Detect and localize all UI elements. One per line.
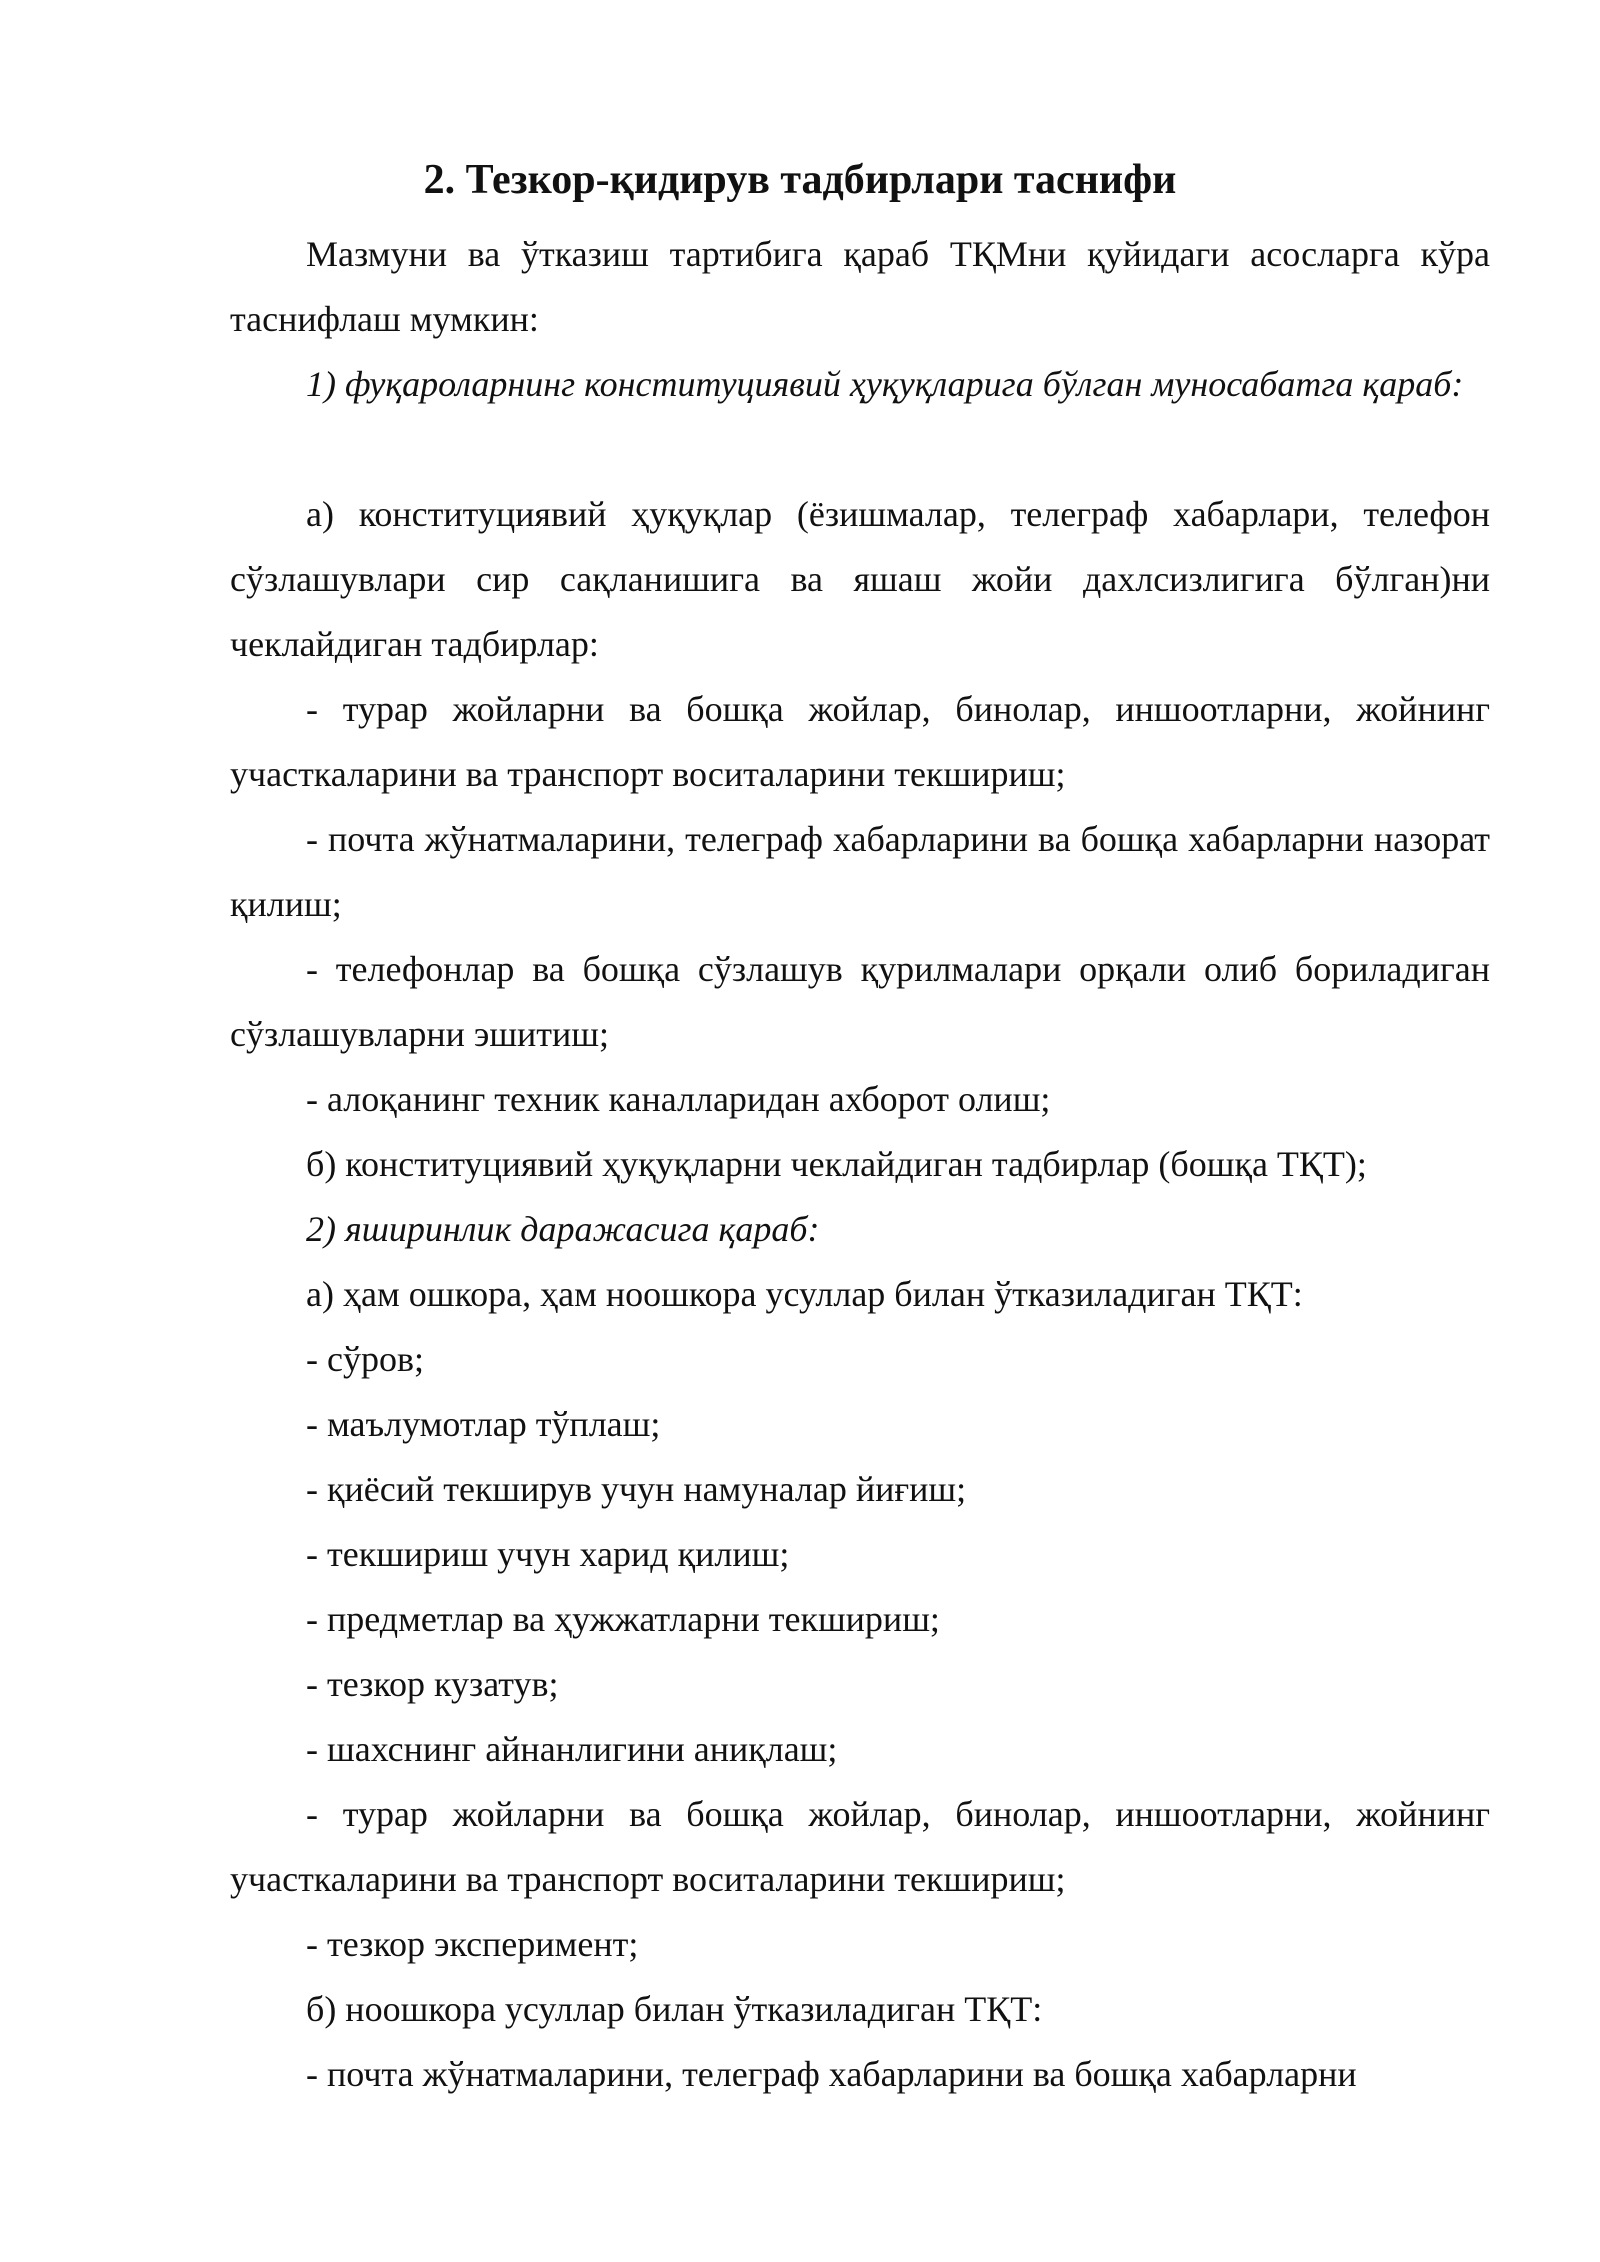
list-item: - турар жойларни ва бошқа жойлар, бинолар, иншоотларни, жойнинг участкаларини ва транспорт воситаларини текшириш; (230, 1794, 1490, 1899)
list-item: - текшириш учун харид қилиш; (306, 1534, 790, 1574)
paragraph-item-2a: а) ҳам ошкора, ҳам ноошкора усуллар билан ўтказиладиган ТҚТ: (306, 1274, 1303, 1314)
list-item: - почта жўнатмаларини, телеграф хабарларини ва бошқа хабарларни назорат қилиш; (230, 819, 1490, 924)
list-item: - тезкор кузатув; (306, 1664, 559, 1704)
list-item: - почта жўнатмаларини, телеграф хабарларини ва бошқа хабарларни (306, 2054, 1357, 2094)
list-item: - турар жойларни ва бошқа жойлар, бинолар, иншоотларни, жойнинг участкаларини ва транспорт воситаларини текшириш; (230, 689, 1490, 794)
paragraph-criterion-1: 1) фуқароларнинг конституциявий ҳуқуқларига бўлган муносабатга қараб: (306, 364, 1464, 404)
paragraph-intro: Мазмуни ва ўтказиш тартибига қараб ТҚМни қуйидаги асосларга кўра таснифлаш мумкин: (230, 234, 1490, 339)
paragraph-item-1a: а) конституциявий ҳуқуқлар (ёзишмалар, телеграф хабарлари, телефон сўзлашувлари сир сақланишига ва яшаш жойи дахлсизлигига бўлган)ни чеклайдиган тадбирлар: (230, 494, 1490, 664)
paragraph-item-2b: б) ноошкора усуллар билан ўтказиладиган ТҚТ: (306, 1989, 1043, 2029)
list-item: - тезкор эксперимент; (306, 1924, 639, 1964)
paragraph-item-1b: б) конституциявий ҳуқуқларни чеклайдиган тадбирлар (бошқа ТҚТ); (306, 1144, 1367, 1184)
list-item: - шахснинг айнанлигини аниқлаш; (306, 1729, 838, 1769)
list-item: - сўров; (306, 1339, 424, 1379)
list-item: - алоқанинг техник каналларидан ахборот олиш; (306, 1079, 1051, 1119)
list-item: - маълумотлар тўплаш; (306, 1404, 661, 1444)
paragraph-criterion-2: 2) яширинлик даражасига қараб: (306, 1209, 820, 1249)
section-title: 2. Тезкор-қидирув тадбирлари таснифи (423, 157, 1177, 203)
list-item: - предметлар ва ҳужжатларни текшириш; (306, 1599, 940, 1639)
list-item: - қиёсий текширув учун намуналар йиғиш; (306, 1469, 967, 1509)
list-item: - телефонлар ва бошқа сўзлашув қурилмалари орқали олиб бориладиган сўзлашувларни эшитиш; (230, 949, 1490, 1054)
